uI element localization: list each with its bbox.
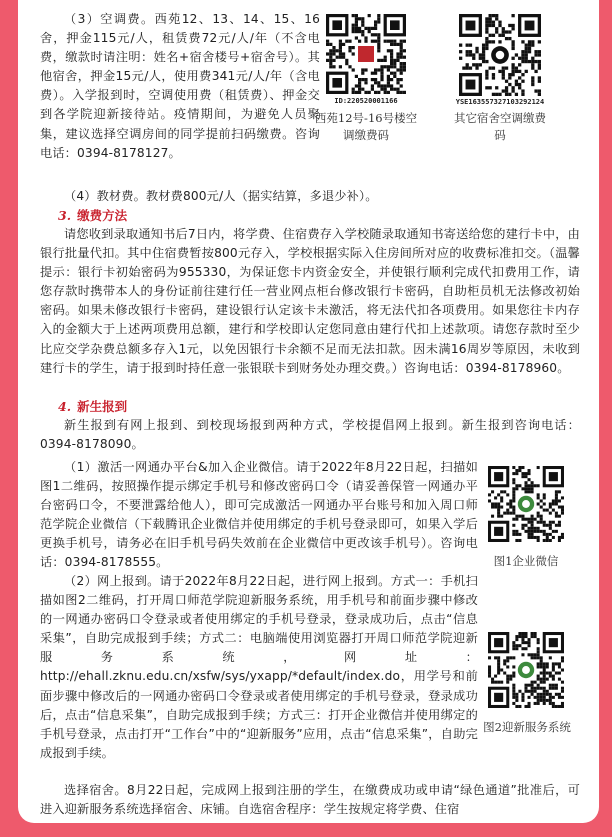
register-intro-paragraph: 新生报到有网上报到、到校现场报到两种方式，学校提倡网上报到。新生报到咨询电话：0394-8178090。 [40, 418, 580, 452]
register-step2-paragraph: （2）网上报到。请于2022年8月22日起，进行网上报到。方式一：手机扫描如图2二维码，打开周口师范学院迎新服务系统，用手机号和前面步骤中修改的一网通办密码口令登录或者使用绑定的手机号登录，登录成功后，点击“信息采集”，自助完成报到手续；方式二：电脑端使用浏览器打开周口师范学院迎新服务系统，网址：http://ehall.zknu.edu.cn/xsfw/sys/yxapp/*default/index.do，用学号和前面步骤中修改后的一网通办密码口令登录或者使用绑定的手机号登录，登录成功后，点击“信息采集”，自助完成报到手续；方式三：打开企业微信并使用绑定的手机号登录，点击打开“工作台”中的“迎新服务”应用，点击“信息采集”，自助完成报到手续。 [40, 574, 478, 760]
enterprise-wechat-qr-code [488, 466, 564, 542]
ac-fee-paragraph: （3）空调费。西苑12、13、14、15、16舍，押金115元/人，租赁费72元/人/年（不含电费，缴款时请注明：姓名+宿舍楼号+宿舍号）。其他宿舍，押金15元/人，使用费341元/人/年（含电费）。入学报到时，空调使用费（租赁费）、押金交到各学院迎新接待站。疫情期间，为避免人员聚集，建议选择空调房间的同学提前扫码缴费。咨询电话：0394-8178127。 [40, 12, 320, 160]
ac-qr-code-other [459, 14, 541, 96]
figure2-caption: 图2迎新服务系统 [483, 720, 571, 734]
qr-caption-left: 西苑12号-16号楼空调缴费码 [314, 111, 418, 142]
welcome-system-qr-code [488, 632, 564, 708]
ac-qr-code-west [326, 14, 406, 94]
section-heading-register [58, 397, 127, 416]
qr-id-right: YSE163557327103292124 [455, 98, 545, 106]
section-title: 新生报到 [77, 399, 128, 414]
figure1-caption: 图1企业微信 [493, 554, 559, 568]
payment-paragraph: 请您收到录取通知书后7日内，将学费、住宿费存入学校随录取通知书寄送给您的建行卡中，由银行批量代扣。其中住宿费暂按800元存入，学校根据实际入住房间所对应的收费标准扣交。（温馨提示：银行卡初始密码为955330，为保证您卡内资金安全，并使银行顺利完成代扣费用工作，请您存款时携带本人的身份证前往建行任一营业网点柜台修改银行卡密码，自助柜员机无法修改初始密码。如果未修改银行卡密码，建设银行认定该卡未激活，将无法代扣各项费用。如果您往卡内存入的金额大于上述两项费用总额，建行和学校即认定您同意由建行代扣上述款项。请您存款时至少比应交学杂费总额多存入1元，以免因银行卡余额不足而无法扣款。因未满16周岁等原因，未收到建行卡的学生，请于报到时持任意一张银联卡到财务处办理交费。）咨询电话：0394-8178960。 [40, 227, 580, 375]
qr-id-left: ID:220520001166 [334, 97, 398, 105]
section-heading-payment [58, 206, 127, 225]
section-number: 3. [58, 208, 72, 223]
document-page [18, 0, 599, 823]
qr-caption-right: 其它宿舍空调缴费码 [454, 111, 546, 142]
section-number: 4. [58, 399, 72, 414]
dorm-selection-paragraph: 选择宿舍。8月22日起，完成网上报到注册的学生，在缴费成功或申请“绿色通道”批准后，可进入迎新服务系统选择宿舍、床铺。自选宿舍程序：学生按规定将学费、住宿 [40, 783, 580, 817]
section-title: 缴费方法 [77, 208, 128, 223]
textbook-fee-paragraph: （4）教材费。教材费800元/人（据实结算，多退少补）。 [64, 189, 378, 203]
register-step1-paragraph: （1）激活一网通办平台&加入企业微信。请于2022年8月22日起，扫描如图1二维码，按照操作提示绑定手机号和修改密码口令（请妥善保管一网通办平台密码口令，不要泄露给他人），即可完成激活一网通办平台账号和加入周口师范学院企业微信（下载腾讯企业微信并使用绑定的手机号登录即可，如果入学后更换手机号，请务必在旧手机号码失效前在企业微信中更改该手机号）。咨询电话：0394-8178555。 [40, 460, 478, 570]
